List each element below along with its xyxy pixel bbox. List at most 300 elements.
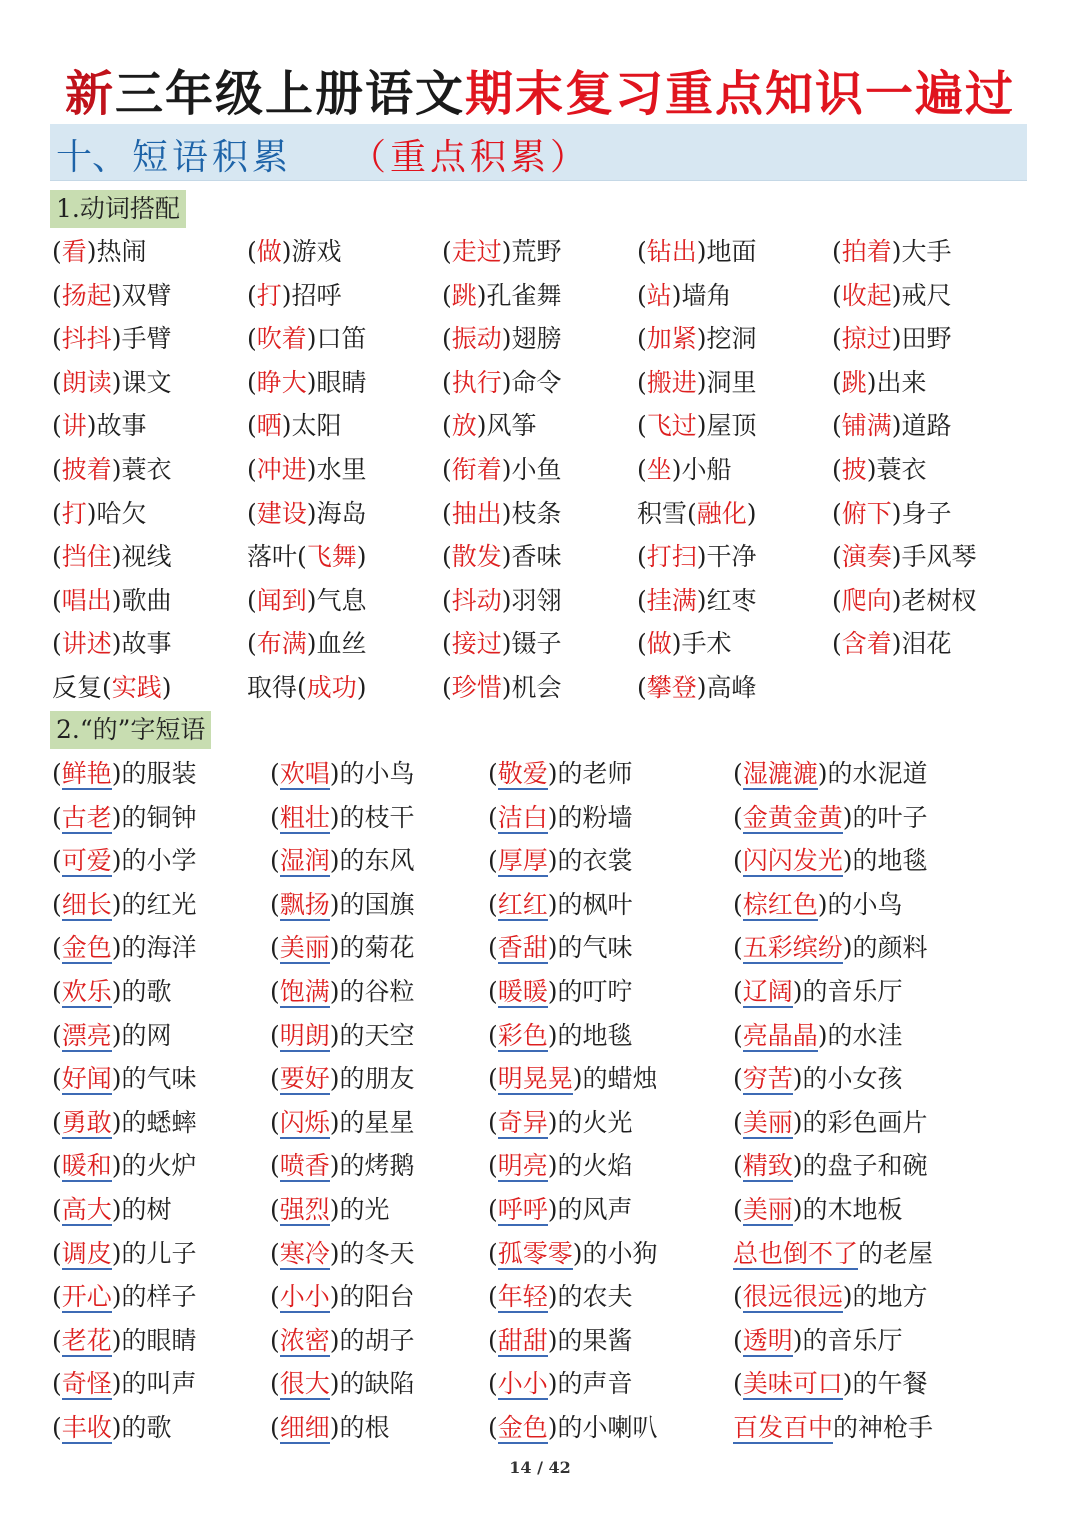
phrase-item — [270, 1408, 488, 1452]
phrase-answer: 晒 — [256, 411, 282, 441]
phrase-answer: 攀登 — [646, 672, 697, 702]
phrase-suffix: )的叫声 — [111, 1369, 197, 1399]
phrase-answer: 实践 — [111, 672, 162, 702]
phrase-answer: 含着 — [841, 629, 892, 659]
phrase-prefix: ( — [488, 1151, 498, 1181]
phrase-answer: 明亮 — [497, 1151, 548, 1181]
phrase-answer: 扬起 — [61, 280, 112, 310]
phrase-answer: 做 — [646, 629, 672, 659]
phrase-answer: 老花 — [61, 1325, 112, 1355]
phrase-prefix: ( — [488, 759, 498, 788]
phrase-item — [637, 581, 832, 625]
phrase-suffix: )的菊花 — [329, 933, 415, 963]
phrase-answer: 金黄金黄 — [742, 802, 843, 832]
phrase-item — [270, 1103, 488, 1147]
phrase-suffix: )小鱼 — [501, 454, 562, 484]
phrase-prefix: ( — [488, 1238, 498, 1268]
phrase-suffix: )的蜡烛 — [572, 1064, 658, 1094]
phrase-item — [488, 885, 733, 929]
phrase-item — [52, 841, 270, 885]
phrase-prefix: ( — [733, 1194, 743, 1224]
phrase-answer: 披 — [841, 454, 867, 484]
phrase-answer: 勇敢 — [61, 1107, 112, 1137]
phrase-suffix: ) — [161, 672, 172, 702]
phrase-item — [247, 537, 442, 581]
phrase-item — [832, 363, 1027, 407]
phrase-item — [488, 1408, 733, 1452]
phrase-prefix: ( — [637, 367, 647, 397]
verb-section-heading: 1.动词搭配 — [50, 190, 186, 228]
phrase-suffix: )红枣 — [696, 585, 757, 615]
phrase-prefix: ( — [52, 1064, 62, 1094]
phrase-suffix: )的铜钟 — [111, 802, 197, 832]
phrase-suffix: )的地方 — [842, 1282, 928, 1312]
phrase-suffix: )的叶子 — [842, 802, 928, 832]
phrase-prefix: ( — [637, 629, 647, 659]
phrase-item — [488, 754, 733, 798]
phrase-item — [52, 1321, 270, 1365]
phrase-prefix: ( — [52, 1412, 62, 1442]
phrase-prefix: ( — [832, 237, 842, 266]
phrase-item — [733, 1364, 1013, 1408]
phrase-answer: 饱满 — [279, 976, 330, 1006]
phrase-answer: 欢乐 — [61, 976, 112, 1006]
phrase-answer: 接过 — [451, 629, 502, 659]
phrase-prefix: ( — [52, 802, 62, 832]
phrase-item — [247, 232, 442, 276]
phrase-item — [442, 624, 637, 668]
phrase-item — [637, 319, 832, 363]
phrase-item — [733, 1146, 1013, 1190]
phrase-answer: 棕红色 — [742, 889, 818, 919]
phrase-prefix: ( — [52, 933, 62, 963]
phrase-suffix: )命令 — [501, 367, 562, 397]
phrase-answer: 总也倒不了 — [733, 1238, 859, 1268]
phrase-prefix: ( — [52, 237, 62, 266]
phrase-answer: 执行 — [451, 367, 502, 397]
phrase-prefix: ( — [52, 629, 62, 659]
phrase-item — [733, 1408, 1013, 1452]
phrase-suffix: )的火光 — [547, 1107, 633, 1137]
phrase-suffix: )的歌 — [111, 1412, 172, 1442]
phrase-item — [270, 798, 488, 842]
phrase-answer: 湿漉漉 — [742, 759, 818, 788]
phrase-prefix: ( — [247, 585, 257, 615]
phrase-item — [270, 1146, 488, 1190]
phrase-prefix: ( — [270, 846, 280, 876]
phrase-answer: 珍惜 — [451, 672, 502, 702]
phrase-item — [733, 754, 1013, 798]
phrase-answer: 挡住 — [61, 542, 112, 572]
phrase-suffix: )屋顶 — [696, 411, 757, 441]
phrase-answer: 喷香 — [279, 1151, 330, 1181]
phrase-suffix: )的音乐厅 — [792, 1325, 903, 1355]
phrase-prefix: ( — [488, 1412, 498, 1442]
phrase-answer: 俯下 — [841, 498, 892, 528]
phrase-prefix: ( — [52, 280, 62, 310]
phrase-suffix: 的神枪手 — [833, 1412, 934, 1442]
phrase-answer: 湿润 — [279, 846, 330, 876]
phrase-suffix: )老树杈 — [891, 585, 977, 615]
phrase-item — [52, 972, 270, 1016]
phrase-item — [52, 319, 247, 363]
phrase-answer: 细长 — [61, 889, 112, 919]
phrase-item — [488, 1103, 733, 1147]
phrase-prefix: ( — [52, 542, 62, 572]
phrase-item — [247, 668, 442, 712]
phrase-suffix: ) — [356, 542, 367, 572]
phrase-prefix: ( — [52, 411, 62, 441]
phrase-item — [247, 624, 442, 668]
phrase-item — [488, 1016, 733, 1060]
phrase-suffix: )的儿子 — [111, 1238, 197, 1268]
phrase-answer: 走过 — [451, 237, 502, 266]
phrase-suffix: 的老屋 — [858, 1238, 934, 1268]
phrase-prefix: ( — [733, 1282, 743, 1312]
phrase-suffix: )羽翎 — [501, 585, 562, 615]
phrase-prefix: ( — [270, 1369, 280, 1399]
phrase-suffix: )枝条 — [501, 498, 562, 528]
phrase-prefix: ( — [637, 237, 647, 266]
phrase-answer: 细细 — [279, 1412, 330, 1442]
phrase-item — [270, 1277, 488, 1321]
phrase-item — [52, 798, 270, 842]
phrase-suffix: )的光 — [329, 1194, 390, 1224]
phrase-item — [637, 624, 832, 668]
phrase-answer: 五彩缤纷 — [742, 933, 843, 963]
phrase-answer: 透明 — [742, 1325, 793, 1355]
phrase-answer: 讲 — [61, 411, 87, 441]
phrase-answer: 暖暖 — [497, 976, 548, 1006]
phrase-answer: 钻出 — [646, 237, 697, 266]
phrase-answer: 很大 — [279, 1369, 330, 1399]
phrase-prefix: ( — [270, 1107, 280, 1137]
phrase-answer: 美味可口 — [742, 1369, 843, 1399]
phrase-prefix: ( — [733, 1064, 743, 1094]
phrase-item — [52, 494, 247, 538]
phrase-answer: 掠过 — [841, 324, 892, 354]
phrase-item — [52, 537, 247, 581]
phrase-answer: 敬爱 — [497, 759, 548, 788]
phrase-suffix: )课文 — [111, 367, 172, 397]
phrase-item — [52, 1277, 270, 1321]
phrase-suffix: )荒野 — [501, 237, 562, 266]
phrase-answer: 浓密 — [279, 1325, 330, 1355]
phrase-suffix: )的胡子 — [329, 1325, 415, 1355]
phrase-answer: 好闻 — [61, 1064, 112, 1094]
phrase-suffix: )墙角 — [671, 280, 732, 310]
phrase-prefix: ( — [52, 759, 62, 788]
phrase-item — [442, 363, 637, 407]
phrase-prefix: ( — [488, 1282, 498, 1312]
phrase-answer: 百发百中 — [733, 1412, 834, 1442]
phrase-answer: 振动 — [451, 324, 502, 354]
title-highlight: 期末复习重点知识一遍过 — [465, 66, 1016, 122]
phrase-item — [247, 494, 442, 538]
phrase-suffix: )的小鸟 — [329, 759, 415, 788]
phrase-answer: 辽阔 — [742, 976, 793, 1006]
phrase-suffix: )歌曲 — [111, 585, 172, 615]
phrase-prefix: ( — [270, 933, 280, 963]
phrase-item — [247, 276, 442, 320]
phrase-item — [733, 798, 1013, 842]
phrase-item — [52, 276, 247, 320]
phrase-prefix: ( — [52, 585, 62, 615]
verb-phrase-grid — [52, 232, 1032, 712]
phrase-suffix: )风筝 — [476, 411, 537, 441]
phrase-suffix: )的朋友 — [329, 1064, 415, 1094]
phrase-suffix: )大手 — [891, 237, 952, 266]
phrase-answer: 暖和 — [61, 1151, 112, 1181]
phrase-item — [52, 581, 247, 625]
phrase-item — [637, 276, 832, 320]
phrase-answer: 小小 — [279, 1282, 330, 1312]
phrase-item — [832, 319, 1027, 363]
phrase-answer: 披着 — [61, 454, 112, 484]
phrase-suffix: )故事 — [111, 629, 172, 659]
phrase-answer: 打 — [256, 280, 282, 310]
phrase-prefix: 积雪( — [637, 498, 697, 528]
phrase-prefix: ( — [832, 585, 842, 615]
phrase-answer: 很远很远 — [742, 1282, 843, 1312]
phrase-item — [733, 972, 1013, 1016]
phrase-prefix: ( — [442, 585, 452, 615]
phrase-suffix: )的国旗 — [329, 889, 415, 919]
phrase-prefix: ( — [52, 1238, 62, 1268]
phrase-suffix: )小船 — [671, 454, 732, 484]
phrase-answer: 欢唱 — [279, 759, 330, 788]
phrase-suffix: )眼睛 — [306, 367, 367, 397]
phrase-item — [270, 928, 488, 972]
phrase-answer: 香甜 — [497, 933, 548, 963]
phrase-answer: 明朗 — [279, 1020, 330, 1050]
phrase-answer: 收起 — [841, 280, 892, 310]
phrase-answer: 小小 — [497, 1369, 548, 1399]
phrase-suffix: )的冬天 — [329, 1238, 415, 1268]
phrase-prefix: ( — [270, 1151, 280, 1181]
phrase-answer: 要好 — [279, 1064, 330, 1094]
phrase-item — [832, 232, 1027, 276]
phrase-answer: 金色 — [61, 933, 112, 963]
phrase-prefix: ( — [488, 1020, 498, 1050]
phrase-prefix: ( — [52, 454, 62, 484]
phrase-prefix: ( — [270, 1282, 280, 1312]
phrase-item — [270, 1059, 488, 1103]
phrase-answer: 穷苦 — [742, 1064, 793, 1094]
phrase-suffix: )地面 — [696, 237, 757, 266]
phrase-item — [733, 1103, 1013, 1147]
phrase-answer: 抖抖 — [61, 324, 112, 354]
phrase-suffix: )视线 — [111, 542, 172, 572]
phrase-answer: 布满 — [256, 629, 307, 659]
phrase-prefix: ( — [270, 1238, 280, 1268]
phrase-prefix: ( — [442, 498, 452, 528]
phrase-item — [442, 276, 637, 320]
phrase-suffix: )的声音 — [547, 1369, 633, 1399]
phrase-answer: 强烈 — [279, 1194, 330, 1224]
phrase-prefix: ( — [733, 1020, 743, 1050]
phrase-answer: 美丽 — [279, 933, 330, 963]
phrase-prefix: ( — [270, 976, 280, 1006]
phrase-answer: 飘扬 — [279, 889, 330, 919]
phrase-prefix: ( — [52, 324, 62, 354]
phrase-answer: 散发 — [451, 542, 502, 572]
phrase-prefix: ( — [637, 411, 647, 441]
phrase-answer: 跳 — [451, 280, 477, 310]
phrase-prefix: ( — [442, 324, 452, 354]
phrase-suffix: )的小狗 — [572, 1238, 658, 1268]
phrase-suffix: )的树 — [111, 1194, 172, 1224]
de-phrase-grid — [52, 754, 1052, 1452]
phrase-suffix: )的蟋蟀 — [111, 1107, 197, 1137]
phrase-suffix: )蓑衣 — [866, 454, 927, 484]
phrase-answer: 做 — [256, 237, 282, 266]
de-section-heading: 2.“的”字短语 — [50, 711, 211, 749]
phrase-item — [488, 1146, 733, 1190]
phrase-suffix: )的海洋 — [111, 933, 197, 963]
phrase-item — [52, 885, 270, 929]
phrase-prefix: ( — [270, 1064, 280, 1094]
phrase-item — [247, 319, 442, 363]
phrase-prefix: ( — [270, 1020, 280, 1050]
phrase-prefix: ( — [832, 629, 842, 659]
phrase-prefix: ( — [270, 802, 280, 832]
phrase-suffix: )的老师 — [547, 759, 633, 788]
phrase-answer: 洁白 — [497, 802, 548, 832]
phrase-suffix: )血丝 — [306, 629, 367, 659]
section-note: （重点积累） — [350, 137, 591, 178]
phrase-prefix: ( — [247, 498, 257, 528]
phrase-answer: 美丽 — [742, 1107, 793, 1137]
phrase-answer: 彩色 — [497, 1020, 548, 1050]
phrase-item — [52, 450, 247, 494]
phrase-answer: 跳 — [841, 367, 867, 397]
phrase-prefix: ( — [637, 280, 647, 310]
phrase-item — [442, 406, 637, 450]
phrase-prefix: ( — [442, 280, 452, 310]
phrase-prefix: ( — [488, 846, 498, 876]
phrase-suffix: )水里 — [306, 454, 367, 484]
phrase-answer: 挂满 — [646, 585, 697, 615]
phrase-suffix: )手臂 — [111, 324, 172, 354]
phrase-answer: 讲述 — [61, 629, 112, 659]
phrase-suffix: )高峰 — [696, 672, 757, 702]
phrase-suffix: )的风声 — [547, 1194, 633, 1224]
phrase-prefix: 取得( — [247, 672, 307, 702]
phrase-suffix: )手术 — [671, 629, 732, 659]
phrase-prefix: ( — [52, 1325, 62, 1355]
phrase-prefix: ( — [488, 933, 498, 963]
phrase-item — [832, 494, 1027, 538]
phrase-item — [488, 1277, 733, 1321]
phrase-prefix: ( — [247, 237, 257, 266]
phrase-suffix: )翅膀 — [501, 324, 562, 354]
phrase-item — [488, 1321, 733, 1365]
phrase-item — [637, 232, 832, 276]
phrase-item — [488, 841, 733, 885]
phrase-answer: 奇异 — [497, 1107, 548, 1137]
phrase-prefix: ( — [733, 1107, 743, 1137]
phrase-prefix: ( — [733, 933, 743, 963]
phrase-answer: 奇怪 — [61, 1369, 112, 1399]
phrase-answer: 年轻 — [497, 1282, 548, 1312]
phrase-suffix: )的眼睛 — [111, 1325, 197, 1355]
phrase-prefix: ( — [52, 367, 62, 397]
phrase-item — [488, 928, 733, 972]
phrase-prefix: ( — [442, 411, 452, 441]
phrase-item — [733, 885, 1013, 929]
phrase-answer: 闻到 — [256, 585, 307, 615]
phrase-suffix: )气息 — [306, 585, 367, 615]
phrase-prefix: ( — [832, 498, 842, 528]
phrase-answer: 搬进 — [646, 367, 697, 397]
phrase-item — [488, 972, 733, 1016]
title-prefix: 新 — [64, 66, 115, 122]
phrase-answer: 演奏 — [841, 542, 892, 572]
section-banner — [50, 124, 1027, 181]
phrase-item — [637, 494, 832, 538]
phrase-prefix: ( — [52, 889, 62, 919]
phrase-suffix: )哈欠 — [86, 498, 147, 528]
phrase-suffix: )的小学 — [111, 846, 197, 876]
phrase-suffix: )的小女孩 — [792, 1064, 903, 1094]
phrase-suffix: )的盘子和碗 — [792, 1151, 928, 1181]
phrase-suffix: )招呼 — [281, 280, 342, 310]
phrase-answer: 厚厚 — [497, 846, 548, 876]
phrase-item — [247, 363, 442, 407]
phrase-item — [52, 363, 247, 407]
phrase-item — [52, 1408, 270, 1452]
phrase-item — [270, 1321, 488, 1365]
phrase-prefix: ( — [442, 367, 452, 397]
phrase-answer: 飞过 — [646, 411, 697, 441]
phrase-item — [270, 754, 488, 798]
phrase-prefix: ( — [488, 1064, 498, 1094]
phrase-suffix: )的谷粒 — [329, 976, 415, 1006]
phrase-answer: 闪烁 — [279, 1107, 330, 1137]
phrase-suffix: )太阳 — [281, 411, 342, 441]
phrase-item — [247, 450, 442, 494]
phrase-suffix: )的阳台 — [329, 1282, 415, 1312]
phrase-item — [733, 1190, 1013, 1234]
phrase-answer: 孤零零 — [497, 1238, 573, 1268]
phrase-suffix: )的小鸟 — [817, 889, 903, 919]
phrase-item — [270, 1364, 488, 1408]
phrase-answer: 古老 — [61, 802, 112, 832]
phrase-answer: 金色 — [497, 1412, 548, 1442]
phrase-suffix: )的午餐 — [842, 1369, 928, 1399]
phrase-prefix: 反复( — [52, 672, 112, 702]
phrase-prefix: ( — [488, 889, 498, 919]
phrase-suffix: )手风琴 — [891, 542, 977, 572]
phrase-item — [733, 1016, 1013, 1060]
phrase-prefix: ( — [488, 1107, 498, 1137]
phrase-suffix: )的果酱 — [547, 1325, 633, 1355]
phrase-item — [832, 624, 1027, 668]
phrase-prefix: ( — [832, 324, 842, 354]
phrase-prefix: ( — [52, 1107, 62, 1137]
phrase-item — [52, 928, 270, 972]
phrase-suffix: )的彩色画片 — [792, 1107, 928, 1137]
phrase-suffix: )的服装 — [111, 759, 197, 788]
phrase-answer: 闪闪发光 — [742, 846, 843, 876]
phrase-suffix: )的气味 — [547, 933, 633, 963]
phrase-suffix: )的歌 — [111, 976, 172, 1006]
phrase-prefix: ( — [733, 976, 743, 1006]
phrase-item — [52, 232, 247, 276]
phrase-suffix: )海岛 — [306, 498, 367, 528]
phrase-answer: 抖动 — [451, 585, 502, 615]
